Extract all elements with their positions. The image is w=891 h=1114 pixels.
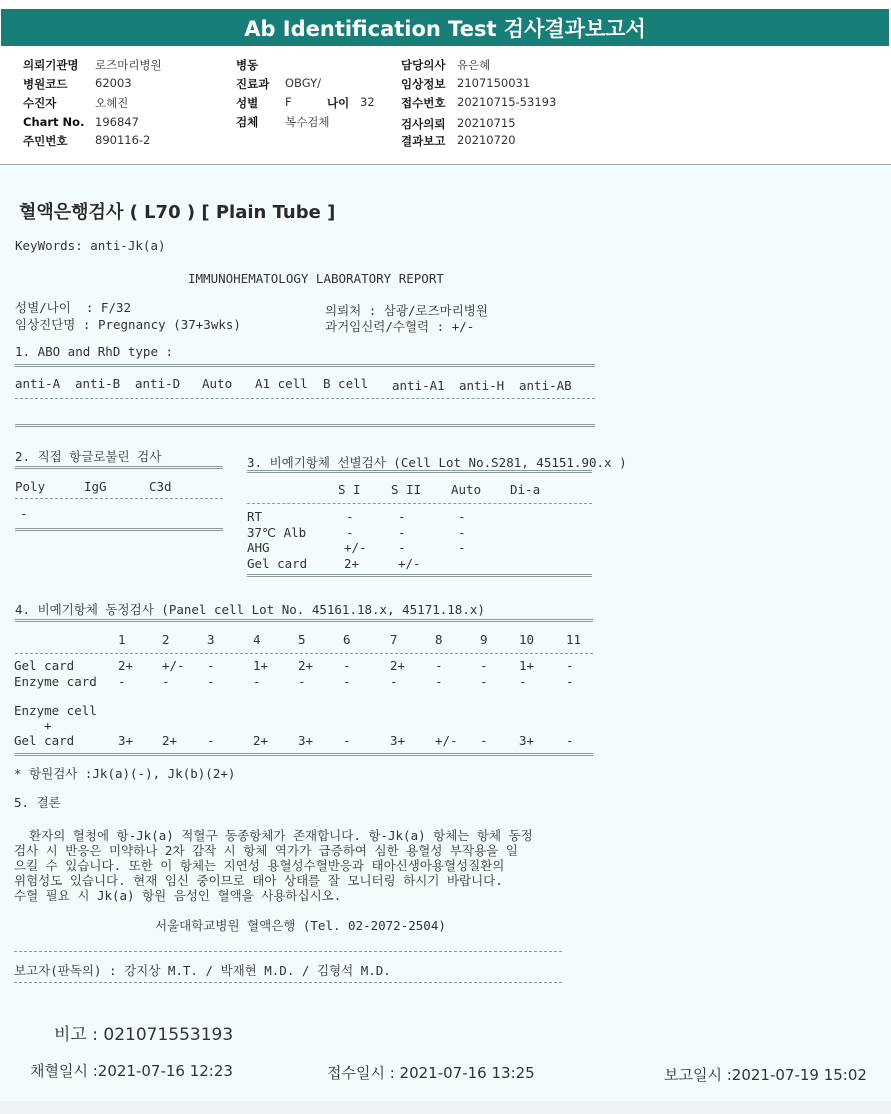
institution: 서울대학교병원 혈액은행 (Tel. 02-2072-2504) <box>155 918 446 933</box>
panel-cell: 3+ <box>519 733 535 748</box>
hospital-label: 의뢰기관명 <box>23 58 79 72</box>
doctor-label: 담당의사 <box>401 58 446 72</box>
sex-value: F <box>285 95 292 109</box>
panel-cell: - <box>390 674 398 689</box>
report-date-value: 20210720 <box>457 133 516 147</box>
receipt-no-value: 20210715-53193 <box>457 95 557 109</box>
keywords: KeyWords: anti-Jk(a) <box>15 238 166 253</box>
divider <box>247 574 592 577</box>
resident-no-value: 890116-2 <box>95 133 151 147</box>
report-header <box>0 0 891 165</box>
patient-label: 수진자 <box>23 96 57 110</box>
abo-col: anti-A1 <box>392 378 445 393</box>
panel-col-header: 9 <box>480 632 488 647</box>
panel-cell: - <box>207 658 215 673</box>
hospital-code-value: 62003 <box>95 76 132 90</box>
panel-cell: - <box>480 658 488 673</box>
panel-cell: - <box>207 674 215 689</box>
divider <box>15 364 595 367</box>
specimen-label: 검체 <box>236 115 259 129</box>
diagnosis: 임상진단명 : Pregnancy (37+3wks) <box>15 317 241 332</box>
abo-col: B cell <box>323 376 369 391</box>
conclusion-line: 검사 시 반응은 미약하나 2차 감작 시 항체 역가가 급증하여 심한 용혈성 부작용을 일 <box>14 843 518 858</box>
abo-col: anti-AB <box>519 378 572 393</box>
plus-sign: + <box>44 718 52 733</box>
conclusion-heading: 5. 결론 <box>14 795 61 810</box>
screen-row-label: Gel card <box>247 556 308 571</box>
sex-label: 성별 <box>236 96 259 110</box>
panel-cell: - <box>566 674 574 689</box>
panel-col-header: 1 <box>118 632 126 647</box>
panel-heading: 4. 비예기항체 동정검사 (Panel cell Lot No. 45161.18.x, 45171.18.x) <box>15 602 485 617</box>
panel-cell: 3+ <box>118 733 134 748</box>
sex-age: 성별/나이 : F/32 <box>15 300 132 315</box>
abo-col: Auto <box>202 376 233 391</box>
panel-cell: - <box>480 674 488 689</box>
divider <box>15 498 223 499</box>
dat-col: IgG <box>84 479 107 494</box>
panel-cell: 2+ <box>298 658 314 673</box>
panel-cell: 2+ <box>118 658 134 673</box>
divider <box>15 424 595 427</box>
divider <box>15 653 593 654</box>
panel-col-header: 10 <box>519 632 535 647</box>
report-title-bar <box>1 9 889 46</box>
abo-col: anti-H <box>459 378 505 393</box>
panel-cell: - <box>343 733 351 748</box>
ward-label: 병동 <box>236 58 259 72</box>
panel-cell: - <box>435 674 443 689</box>
panel-cell: - <box>162 674 170 689</box>
screen-cell: - <box>398 525 406 540</box>
screen-row-label: AHG <box>247 540 270 555</box>
hospital-value: 로즈마리병원 <box>95 58 162 72</box>
clinical-info-label: 임상정보 <box>401 77 446 91</box>
screen-col: S I <box>338 482 361 497</box>
divider <box>14 982 562 983</box>
department-value: OBGY/ <box>285 76 321 90</box>
panel-col-header: 2 <box>162 632 170 647</box>
panel-cell: 1+ <box>253 658 269 673</box>
screen-col: Di-a <box>510 482 541 497</box>
screen-cell: - <box>398 540 406 555</box>
panel-col-header: 8 <box>435 632 443 647</box>
screen-heading: 3. 비예기항체 선별검사 (Cell Lot No.S281, 45151.90.x ) <box>247 455 627 470</box>
conclusion-line: 수혈 필요 시 Jk(a) 항원 음성인 혈액을 사용하십시오. <box>14 888 342 903</box>
page-title: 혈액은행검사 ( L70 ) [ Plain Tube ] <box>19 202 336 223</box>
chart-no-label: Chart No. <box>23 115 85 129</box>
panel-cell: 3+ <box>390 733 406 748</box>
panel-cell: - <box>566 733 574 748</box>
antigen-test: * 항원검사 :Jk(a)(-), Jk(b)(2+) <box>14 766 236 781</box>
collected-time: 채혈일시 :2021-07-16 12:23 <box>30 1062 233 1080</box>
panel-cell: - <box>298 674 306 689</box>
abo-col: anti-D <box>135 376 181 391</box>
screen-cell: 2+ <box>344 556 360 571</box>
screen-cell: - <box>346 525 354 540</box>
age-label: 나이 <box>327 96 350 110</box>
lab-title: IMMUNOHEMATOLOGY LABORATORY REPORT <box>188 271 444 286</box>
specimen-value: 복수검체 <box>285 115 330 129</box>
request-date-label: 검사의뢰 <box>401 117 446 131</box>
panel-cell: - <box>480 733 488 748</box>
referrer: 의뢰처 : 삼광/로즈마리병원 <box>325 303 488 318</box>
panel-cell: - <box>519 674 527 689</box>
conclusion-line: 환자의 혈청에 항-Jk(a) 적혈구 동종항체가 존재합니다. 항-Jk(a) 항체는 항체 동정 <box>14 828 533 843</box>
screen-cell: +/- <box>398 556 421 571</box>
divider <box>15 466 223 469</box>
reported-time: 보고일시 :2021-07-19 15:02 <box>664 1066 867 1084</box>
receipt-no-label: 접수번호 <box>401 96 446 110</box>
screen-cell: - <box>398 509 406 524</box>
conclusion-line: 으킬 수 있습니다. 또한 이 항체는 지연성 용혈성수혈반응과 태아신생아용혈성질환의 <box>14 858 505 873</box>
panel-cell: 2+ <box>390 658 406 673</box>
request-date-value: 20210715 <box>457 116 516 130</box>
abo-heading: 1. ABO and RhD type : <box>15 344 174 359</box>
screen-row-label: RT <box>247 509 263 524</box>
panel-cell: 2+ <box>253 733 269 748</box>
panel-cell: 2+ <box>162 733 178 748</box>
panel-cell: +/- <box>162 658 185 673</box>
received-time: 접수일시 : 2021-07-16 13:25 <box>327 1064 535 1082</box>
screen-cell: - <box>346 509 354 524</box>
abo-col: anti-B <box>75 376 121 391</box>
divider <box>15 753 593 756</box>
divider <box>15 619 593 622</box>
report-date-label: 결과보고 <box>401 134 446 148</box>
panel-cell: 1+ <box>519 658 535 673</box>
divider <box>247 470 592 473</box>
dat-result: - <box>20 506 28 521</box>
patient-value: 오혜진 <box>95 96 129 110</box>
header-divider <box>0 164 891 165</box>
screen-cell: +/- <box>344 540 367 555</box>
panel-cell: - <box>343 658 351 673</box>
bottom-strip <box>0 1101 891 1114</box>
chart-no-value: 196847 <box>95 115 139 129</box>
report-title: Ab Identification Test 검사결과보고서 <box>244 16 646 41</box>
department-label: 진료과 <box>236 77 270 91</box>
screen-cell: - <box>458 525 466 540</box>
screen-col: S II <box>391 482 422 497</box>
panel-cell: - <box>566 658 574 673</box>
enzyme-cell-label: Enzyme cell <box>14 703 97 718</box>
panel-gel-label: Gel card <box>14 658 75 673</box>
note: 비고 : 021071553193 <box>54 1025 234 1045</box>
screen-row-label: 37℃ Alb <box>247 525 307 540</box>
panel-col-header: 3 <box>207 632 215 647</box>
panel-cell: - <box>435 658 443 673</box>
dat-col: Poly <box>15 479 46 494</box>
screen-cell: - <box>458 509 466 524</box>
panel-col-header: 4 <box>253 632 261 647</box>
panel-col-header: 5 <box>298 632 306 647</box>
age-value: 32 <box>360 95 375 109</box>
screen-cell: - <box>458 540 466 555</box>
divider <box>15 398 595 399</box>
panel-enzyme-gel-label: Gel card <box>14 733 75 748</box>
screen-col: Auto <box>451 482 482 497</box>
panel-cell: - <box>253 674 261 689</box>
resident-no-label: 주민번호 <box>23 134 68 148</box>
panel-col-header: 11 <box>566 632 582 647</box>
history: 과거임신력/수혈력 : +/- <box>325 319 475 334</box>
divider <box>14 951 562 952</box>
hospital-code-label: 병원코드 <box>23 77 68 91</box>
panel-cell: - <box>207 733 215 748</box>
abo-col: anti-A <box>15 376 61 391</box>
panel-enzyme-label: Enzyme card <box>14 674 97 689</box>
dat-heading: 2. 직접 항글로불린 검사 <box>15 449 162 464</box>
conclusion-line: 위험성도 있습니다. 현재 임신 중이므로 태아 상태를 잘 모니터링 하시기 바랍니다. <box>14 873 503 888</box>
reporter: 보고자(판독의) : 강지상 M.T. / 박재현 M.D. / 김형석 M.D. <box>14 963 391 978</box>
panel-cell: - <box>118 674 126 689</box>
divider <box>15 528 223 531</box>
abo-col: A1 cell <box>255 376 308 391</box>
panel-cell: - <box>343 674 351 689</box>
panel-col-header: 6 <box>343 632 351 647</box>
panel-col-header: 7 <box>390 632 398 647</box>
clinical-info-value: 2107150031 <box>457 76 531 90</box>
panel-cell: +/- <box>435 733 458 748</box>
panel-cell: 3+ <box>298 733 314 748</box>
dat-col: C3d <box>149 479 172 494</box>
divider <box>247 503 592 504</box>
doctor-value: 유은혜 <box>457 58 491 72</box>
